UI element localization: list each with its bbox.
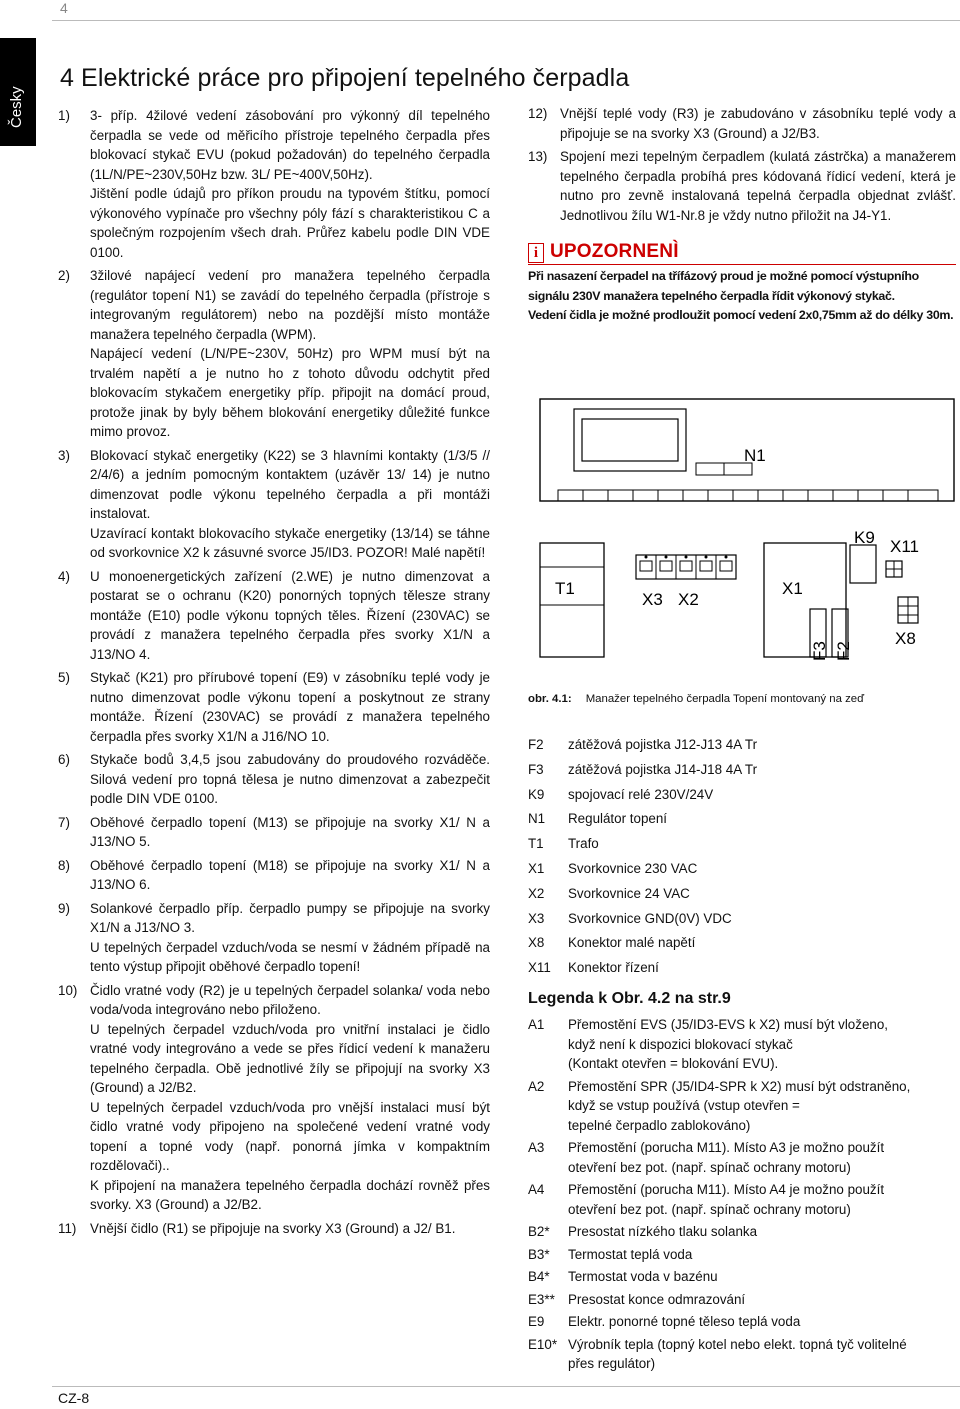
legend-line: Přemostění EVS (J5/ID3-EVS k X2) musí být vloženo, xyxy=(568,1017,889,1032)
legend-code: E10* xyxy=(528,1336,558,1352)
legend-4-2-row xyxy=(528,1267,960,1287)
legend-code: F2 xyxy=(528,737,544,752)
label-x8: X8 xyxy=(895,629,916,648)
caption-label: obr. 4.1: xyxy=(528,693,572,705)
legend-row xyxy=(528,758,757,783)
warning-text xyxy=(528,264,956,326)
item-number: 4) xyxy=(58,568,70,584)
legend-code: X2 xyxy=(528,885,545,901)
legend-text: Svorkovnice 230 VAC xyxy=(568,860,698,876)
legend-line: Termostat teplá voda xyxy=(568,1246,693,1262)
legend-code: A1 xyxy=(528,1017,545,1032)
right-column xyxy=(528,104,956,326)
item-paragraph: Stykače bodů 3,4,5 jsou zabudovány do proudového rozváděče. Silová vedení pro topná tělesa je nutno dimenzovat a zabezpečit podle DIN VDE 0100. xyxy=(90,752,490,806)
legend-line: tepelné čerpadlo zablokováno) xyxy=(568,1117,751,1133)
legend-code: B2* xyxy=(528,1224,550,1239)
legend-row xyxy=(528,907,757,932)
header-rule xyxy=(52,20,960,21)
label-k9: K9 xyxy=(854,528,875,547)
left-column xyxy=(58,106,490,1242)
legend-code: A2 xyxy=(528,1078,545,1094)
legend-4-2-row xyxy=(528,1245,960,1265)
page-title: 4 Elektrické práce pro připojení tepelného čerpadla xyxy=(60,64,630,92)
legend-4-2 xyxy=(528,1015,960,1374)
legend-line: Přemostění SPR (J5/ID4-SPR k X2) musí být odstraněno, xyxy=(568,1078,911,1094)
terminal-block-x1 xyxy=(764,543,846,657)
legend-row xyxy=(528,857,757,882)
legend-code: K9 xyxy=(528,786,545,802)
legend-row xyxy=(528,733,757,758)
legend-line: Presostat nízkého tlaku solanka xyxy=(568,1224,758,1239)
label-x11: X11 xyxy=(890,537,919,556)
display-outline xyxy=(574,409,686,471)
legend-4-2-row xyxy=(528,1290,960,1310)
item-number: 6) xyxy=(58,752,70,767)
item-paragraph: K připojení na manažera tepelného čerpadla dochází rovněž přes svorky. X3 (Ground) a J2/B2. xyxy=(90,1177,490,1212)
legend-code: X11 xyxy=(528,960,551,976)
legend-row xyxy=(528,783,757,808)
legend-text: Konektor řízení xyxy=(568,960,659,976)
legend-code: E9 xyxy=(528,1314,545,1329)
relay-k9 xyxy=(850,545,876,583)
legend-4-2-row xyxy=(528,1138,960,1177)
list-item xyxy=(58,813,490,852)
controller-diagram xyxy=(528,395,960,680)
footer-rule xyxy=(52,1386,960,1387)
transformer-t1 xyxy=(540,543,604,657)
legend-code: A3 xyxy=(528,1140,545,1155)
item-paragraph: Solankové čerpadlo příp. čerpadlo pumpy se připojuje na svorky X1/N a J13/NO 3. xyxy=(90,900,490,935)
item-number: 5) xyxy=(58,670,70,685)
list-item xyxy=(58,106,490,262)
item-paragraph: Spojení mezi tepelným čerpadlem (kulatá zástrčka) a manažerem tepelného čerpadla probíhá pres kódovaná řídicí vedení, která je nutno pro zevně instalovaná tepelná čerpadla objednat zvlášť. Jednotlivou žílu W1-Nr.8 je vždy nutno přiložit na J4-Y1. xyxy=(560,149,956,223)
item-paragraph: Oběhové čerpadlo topení (M13) se připojuje na svorky X1/ N a J13/NO 5. xyxy=(90,814,490,849)
item-paragraph: U tepelných čerpadel vzduch/voda se nesmí v žádném případě na tento výstup připojit oběhové čerpadlo topení! xyxy=(90,939,490,974)
legend-code: N1 xyxy=(528,811,546,827)
list-item xyxy=(58,750,490,809)
item-number: 8) xyxy=(58,857,70,873)
caption-text: Manažer tepelného čerpadla Topení montovaný na zeď xyxy=(585,693,865,705)
legend-line: přes regulátor) xyxy=(568,1356,656,1371)
legend-text: Svorkovnice GND(0V) VDC xyxy=(568,910,732,926)
item-paragraph: Uzavírací kontakt blokovacího stykače energetiky (13/14) se táhne od svorkovnice X2 k zásuvné svorce J5/ID3. POZOR! Malé napětí! xyxy=(90,525,490,560)
item-number: 3) xyxy=(58,447,70,463)
label-t1: T1 xyxy=(555,579,575,598)
item-paragraph: Vnější čidlo (R1) se připojuje na svorky X3 (Ground) a J2/ B1. xyxy=(90,1220,456,1236)
legend-text: zátěžová pojistka J12-J13 4A Tr xyxy=(568,737,758,752)
list-item xyxy=(528,104,956,143)
item-number: 10) xyxy=(58,982,78,998)
legend-code: X1 xyxy=(528,860,545,876)
item-number: 12) xyxy=(528,106,548,121)
legend-code: X3 xyxy=(528,910,545,926)
page-number: 4 xyxy=(60,0,68,16)
language-tab: Česky xyxy=(0,38,36,146)
list-item xyxy=(58,668,490,746)
label-f2: F2 xyxy=(834,641,853,661)
list-item xyxy=(58,856,490,895)
legend-code: X8 xyxy=(528,935,545,951)
legend-4-2-row xyxy=(528,1015,960,1074)
legend-row xyxy=(528,832,757,857)
display-screen xyxy=(582,419,678,461)
legend-4-2-row xyxy=(528,1222,960,1242)
terminal-block-x3-x2 xyxy=(636,555,736,579)
item-paragraph: Oběhové čerpadlo topení (M18) se připojuje na svorky X1/ N a J13/NO 6. xyxy=(90,857,490,892)
label-x1: X1 xyxy=(782,579,803,598)
legend-row xyxy=(528,956,757,981)
legend-line: Elektr. ponorné topné těleso teplá voda xyxy=(568,1314,801,1329)
legend-4-2-row xyxy=(528,1335,960,1374)
legend-4-2-title: Legenda k Obr. 4.2 na str.9 xyxy=(528,990,731,1007)
item-number: 9) xyxy=(58,900,70,916)
item-paragraph: Napájecí vedení (L/N/PE~230V, 50Hz) pro WPM musí být na trvalém napětí a je nutno ho z tohoto důvodu odchytit před blokovacím stykačem energetiky příp. připojit na domácí proud, protože jinak by byly během blokování energetiky důležité funkce mimo provoz. xyxy=(90,346,490,439)
warning-line: Při nasazení čerpadel na třífázový proud je možné pomocí výstupního signálu 230V manažera tepelného čerpadla řídit výkonový stykač. xyxy=(528,269,919,303)
legend-line: otevření bez pot. (např. spínač ochrany motoru) xyxy=(568,1159,851,1175)
list-item xyxy=(58,446,490,563)
label-x3: X3 xyxy=(642,590,663,609)
controller-button xyxy=(696,463,724,475)
item-number: 13) xyxy=(528,149,548,164)
warning-header xyxy=(528,239,956,263)
legend-line: když se vstup používá (vstup otevřen = xyxy=(568,1098,800,1113)
legend-line: Přemostění (porucha M11). Místo A3 je možno použít xyxy=(568,1140,885,1155)
legend-text: Regulátor topení xyxy=(568,811,668,827)
warning-title: UPOZORNENÌ xyxy=(550,241,679,262)
item-number: 11) xyxy=(58,1220,77,1236)
item-paragraph: Jištění podle údajů pro příkon proudu na typovém štítku, pomocí výkonového vypínače pro všechny póly fází s charakteristikou C a společným rozpojením všech drah. Průřez kabelu podle DIN VDE 0100. xyxy=(90,186,490,260)
label-n1: N1 xyxy=(744,446,766,465)
legend-code: T1 xyxy=(528,836,544,852)
legend-4-2-row xyxy=(528,1077,960,1136)
list-item xyxy=(58,899,490,977)
legend-line: když není k dispozici blokovací stykač xyxy=(568,1036,793,1052)
legend-line: Výrobník tepla (topný kotel nebo elekt. topná tyč volitelné xyxy=(568,1336,907,1352)
info-icon: i xyxy=(528,243,544,263)
footer-page-label: CZ-8 xyxy=(58,1390,90,1406)
item-number: 2) xyxy=(58,268,70,283)
warning-line: Vedení čidla je možné prodloužit pomocí vedení 2x0,75mm až do délky 30m. xyxy=(528,308,954,322)
legend-code: A4 xyxy=(528,1182,545,1197)
list-item xyxy=(58,266,490,442)
figure-caption xyxy=(528,693,864,705)
legend-row xyxy=(528,807,757,832)
legend-line: Termostat voda v bazénu xyxy=(568,1269,718,1284)
legend-code: B3* xyxy=(528,1246,550,1262)
legend-row xyxy=(528,882,757,907)
item-paragraph: Čidlo vratné vody (R2) je u tepelných čerpadel solanka/ voda nebo voda/voda integrováno nebo přiloženo. xyxy=(90,982,490,1017)
item-paragraph: Stykač (K21) pro přírubové topení (E9) v zásobníku teplé vody je nutno dimenzovat podle výkonu topení a poskytnout ze strany montáže. Řízení (230VAC) se provádí z manažera tepelného čerpadla přes svorky X1/N a J16/NO 10. xyxy=(90,670,490,744)
legend-text: zátěžová pojistka J14-J18 4A Tr xyxy=(568,761,758,777)
label-x2: X2 xyxy=(678,590,699,609)
label-f3: F3 xyxy=(810,641,829,661)
item-number: 1) xyxy=(58,108,70,123)
legend-line: Presostat konce odmrazování xyxy=(568,1291,746,1307)
list-item xyxy=(58,981,490,1215)
item-paragraph: Vnější teplé vody (R3) je zabudováno v zásobníku teplé vody a připojuje se na svorky X3 (Ground) a J2/B3. xyxy=(560,106,956,141)
item-number: 7) xyxy=(58,814,70,830)
figure-legend xyxy=(528,733,757,981)
legend-text: Konektor malé napětí xyxy=(568,935,696,951)
legend-row xyxy=(528,931,757,956)
list-item xyxy=(58,1219,490,1239)
legend-line: (Kontakt otevřen = blokování EVU). xyxy=(568,1056,779,1071)
legend-4-2-row xyxy=(528,1312,960,1332)
item-paragraph: 3- příp. 4žilové vedení zásobování pro výkonný díl tepelného čerpadla se vede od měřicího přístroje tepelného čerpadla přes blokovací stykač EVU (pokud požadován) do tepelného čerpadla (1L/N/PE~230V,50Hz bzw. 3L/ PE~400V,50Hz). xyxy=(90,108,490,182)
legend-text: spojovací relé 230V/24V xyxy=(568,786,714,802)
item-paragraph: U tepelných čerpadel vzduch/voda pro vnější instalaci musí být čidlo vratné vody připojeno na společené vedení vratné vody topení a topné vody (např. ponorná jímka v kompaktním rozdělovači).. xyxy=(90,1099,490,1173)
terminal-strip-top xyxy=(558,490,938,501)
item-paragraph: 3žilové napájecí vedení pro manažera tepelného čerpadla (regulátor topení N1) se zavádí do tepelného čerpadla (přístroje s integrovaným regulátorem) nebo na pozdější místo montáže manažera tepelného čerpadla (WPM). xyxy=(90,268,490,342)
item-paragraph: U monoenergetických zařízení (2.WE) je nutno dimenzovat a postarat se o ochranu (K20) ponorných topných tělesze strany montáže (E10) podle výkonu topných těles. Řízení (230VAC) se provádí z manažera tepelného čerpadla přes svorky X1/N a J13/NO 4. xyxy=(90,568,490,662)
list-item xyxy=(528,147,956,225)
legend-code: B4* xyxy=(528,1269,550,1284)
legend-code: E3** xyxy=(528,1291,555,1307)
item-paragraph: Blokovací stykač energetiky (K22) se 3 hlavními kontakty (1/3/5 // 2/4/6) a jedním pomocným kontaktem (uzávěr 13/ 14) je nutno dimenzovat podle výkonu tepelného čerpadla a při montáži instalovat. xyxy=(90,447,490,521)
legend-line: Přemostění (porucha M11). Místo A4 je možno použít xyxy=(568,1182,885,1197)
legend-text: Trafo xyxy=(568,836,599,852)
item-paragraph: U tepelných čerpadel vzduch/voda pro vnitřní instalaci je čidlo vratné vody integrováno a vede se přes řídicí vedení k manažeru tepelného čerpadla. Obě jednotlivé žíly se připojují na svorky X3 (Ground) a J2/B2. xyxy=(90,1021,490,1095)
legend-text: Svorkovnice 24 VAC xyxy=(568,885,690,901)
legend-code: F3 xyxy=(528,761,544,777)
legend-line: otevření bez pot. (např. spínač ochrany motoru) xyxy=(568,1201,851,1217)
legend-4-2-row xyxy=(528,1180,960,1219)
list-item xyxy=(58,567,490,665)
